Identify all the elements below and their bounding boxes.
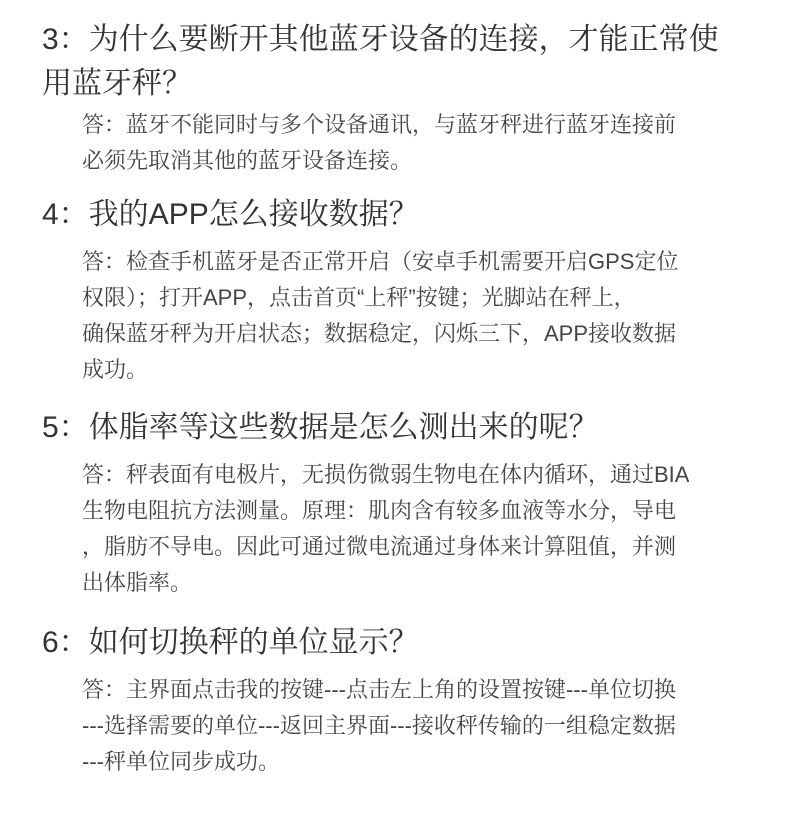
faq-answer	[82, 672, 676, 780]
faq-question	[42, 406, 599, 450]
question-line: 3：为什么要断开其他蓝牙设备的连接，才能正常使	[42, 23, 719, 56]
answer-line: 答：秤表面有电极片，无损伤微弱生物电在体内循环，通过BIA	[82, 462, 690, 487]
faq-answer	[82, 244, 678, 388]
question-line: 6：如何切换秤的单位显示？	[42, 626, 419, 659]
answer-line: ---选择需要的单位---返回主界面---接收秤传输的一组稳定数据	[82, 713, 676, 738]
answer-line: 生物电阻抗方法测量。原理：肌肉含有较多血液等水分，导电	[82, 498, 677, 523]
question-line: 4：我的APP怎么接收数据？	[42, 198, 419, 231]
answer-line: 成功。	[82, 357, 149, 382]
answer-line: ，脂肪不导电。因此可通过微电流通过身体来计算阻值，并测	[82, 534, 677, 559]
question-line: 5：体脂率等这些数据是怎么测出来的呢？	[42, 411, 599, 444]
faq-question	[42, 18, 719, 106]
faq-answer	[82, 457, 689, 601]
answer-line: 答：检查手机蓝牙是否正常开启（安卓手机需要开启GPS定位	[82, 249, 679, 274]
answer-line: ---秤单位同步成功。	[82, 749, 280, 774]
faq-answer	[82, 107, 676, 179]
answer-line: 答：蓝牙不能同时与多个设备通讯，与蓝牙秤进行蓝牙连接前	[82, 112, 677, 137]
question-line: 用蓝牙秤？	[42, 67, 192, 100]
faq-question	[42, 193, 419, 237]
faq-question	[42, 621, 419, 665]
answer-line: 答：主界面点击我的按键---点击左上角的设置按键---单位切换	[82, 677, 676, 702]
answer-line: 出体脂率。	[82, 570, 193, 595]
answer-line: 确保蓝牙秤为开启状态；数据稳定，闪烁三下，APP接收数据	[82, 321, 677, 346]
answer-line: 必须先取消其他的蓝牙设备连接。	[82, 148, 413, 173]
answer-line: 权限）；打开APP，点击首页“上秤”按键；光脚站在秤上，	[82, 285, 636, 310]
